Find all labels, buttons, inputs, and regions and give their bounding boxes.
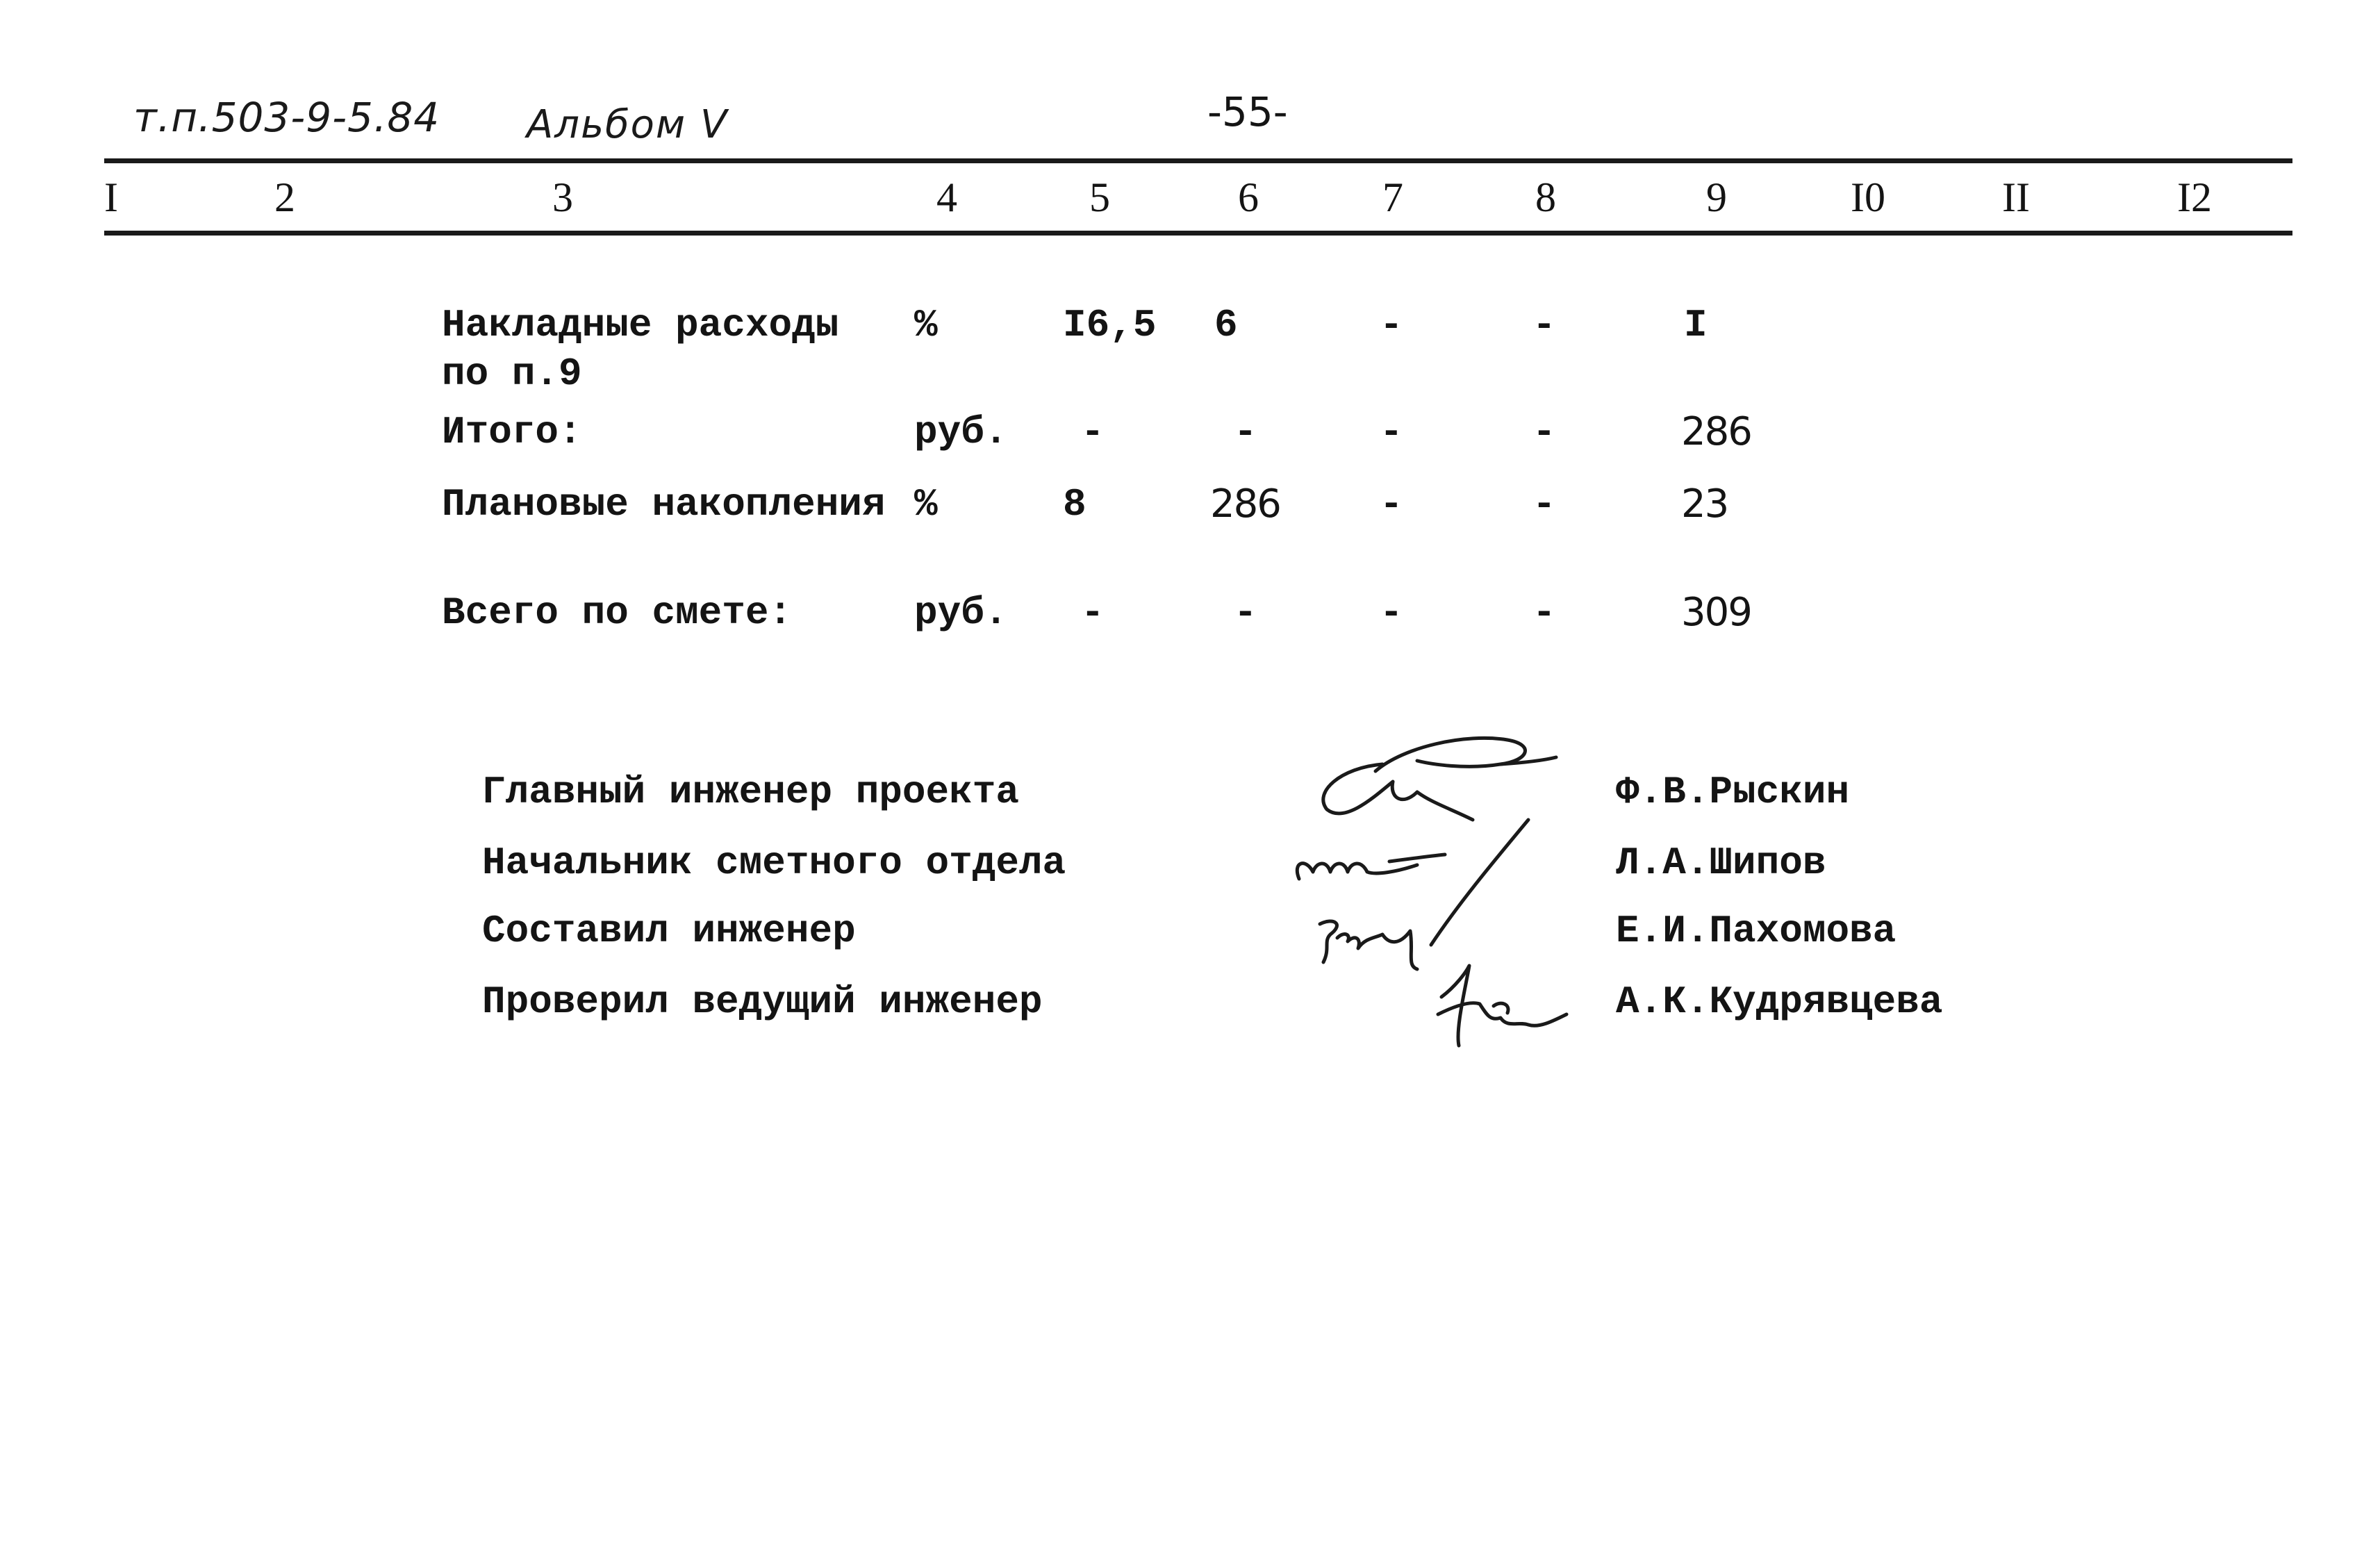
column-number: II [2002, 174, 2030, 220]
col7-cell: - [1380, 482, 1403, 527]
col5-cell: - [1081, 591, 1105, 635]
signatory-name: А.К.Кудрявцева [1616, 980, 1943, 1024]
signature-title: Составил инженер [482, 909, 856, 953]
column-number: I2 [2177, 174, 2212, 220]
column-number: 4 [936, 174, 957, 220]
col9-cell: I [1684, 303, 1708, 347]
row-label: Итого: [442, 410, 582, 454]
signatory-name: Ф.В.Рыскин [1616, 770, 1850, 814]
col8-cell: - [1532, 482, 1556, 527]
column-number: I0 [1851, 174, 1885, 220]
document-code: т.п.503-9-5.84 [133, 94, 440, 141]
col6-cell: 286 [1210, 481, 1280, 527]
row-label: Накладные расходы [442, 303, 839, 347]
column-number: 3 [552, 174, 573, 220]
album-label: Альбом V [527, 102, 729, 147]
column-number: 5 [1089, 174, 1110, 220]
col7-cell: - [1380, 410, 1403, 454]
col5-cell: 8 [1063, 482, 1086, 527]
handwritten-signature [1323, 764, 1473, 820]
signatory-name: Е.И.Пахомова [1616, 909, 1896, 953]
col9-cell: 309 [1681, 590, 1751, 635]
row-label: Всего по смете: [442, 591, 793, 635]
col7-cell: - [1380, 303, 1403, 347]
unit-cell: руб. [914, 591, 1008, 635]
column-number: 8 [1535, 174, 1556, 220]
col5-cell: I6,5 [1063, 303, 1157, 347]
signature-title: Главный инженер проекта [482, 770, 1019, 814]
column-number: 7 [1382, 174, 1403, 220]
unit-cell: руб. [914, 410, 1008, 454]
handwritten-signature [1320, 921, 1417, 969]
unit-cell: % [914, 482, 938, 527]
handwritten-signature [1438, 966, 1567, 1046]
unit-cell: % [914, 303, 938, 347]
column-number: 6 [1238, 174, 1259, 220]
col9-cell: 23 [1681, 481, 1728, 527]
signatory-name: Л.А.Шипов [1616, 841, 1826, 885]
handwritten-signature [1297, 864, 1417, 879]
row-label-continuation: по п.9 [442, 352, 582, 396]
col6-cell: 6 [1214, 303, 1238, 347]
col8-cell: - [1532, 410, 1556, 454]
col8-cell: - [1532, 591, 1556, 635]
column-number: I [104, 174, 118, 220]
col9-cell: 286 [1681, 409, 1751, 454]
col7-cell: - [1380, 591, 1403, 635]
col6-cell: - [1234, 410, 1257, 454]
signature-title: Начальник сметного отдела [482, 841, 1066, 885]
col5-cell: - [1081, 410, 1105, 454]
column-number: 9 [1706, 174, 1727, 220]
column-number: 2 [274, 174, 295, 220]
col6-cell: - [1234, 591, 1257, 635]
signature-title: Проверил ведущий инженер [482, 980, 1043, 1024]
page-number: -55- [1207, 88, 1288, 135]
col8-cell: - [1532, 303, 1556, 347]
row-label: Плановые накопления [442, 482, 886, 527]
